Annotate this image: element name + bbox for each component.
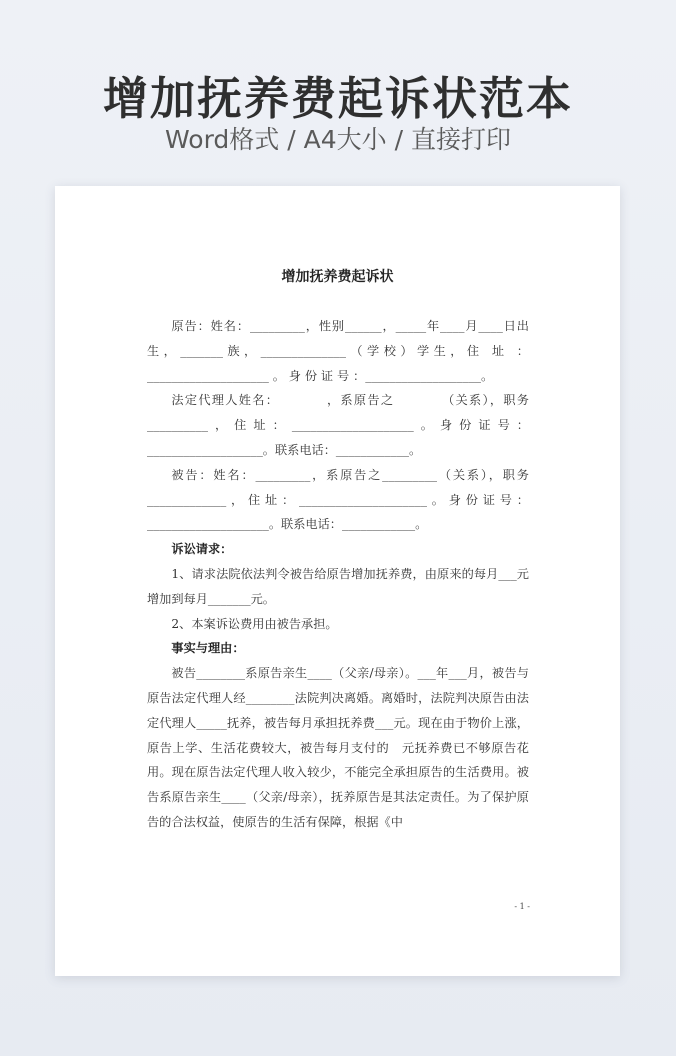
facts-heading: 事实与理由： [171,641,245,656]
claims-heading: 诉讼请求： [171,542,233,557]
defendant-paragraph: 被告：姓名：_________，系原告之_________（关系），职务_____________，住址：_____________________。身份证号：____________________。联系电话：____________。 [147,467,529,532]
page-number: - 1 - [514,902,530,911]
banner-subtitle: Word格式 / A4大小 / 直接打印 [165,125,511,154]
legal-representative-paragraph: 法定代理人姓名： ，系原告之 （关系），职务__________，住址：____________________。身份证号：___________________。联系电话：____________。 [147,393,529,457]
claim-item-2: 2、本案诉讼费用由被告承担。 [171,616,338,631]
document-page [55,186,620,976]
facts-paragraph: 被告________系原告亲生____（父亲/母亲）。___年___月，被告与原告法定代理人经________法院判决离婚。离婚时，法院判决原告由法定代理人_____抚养，被告每月承担抚养费___元。现在由于物价上涨，原告上学、生活花费较大，被告每月支付的 元抚养费已不够原告花用。现在原告法定代理人收入较少，不能完全承担原告的生活费用。被告系原告亲生____（父亲/母亲），抚养原告是其法定责任。为了保护原告的合法权益，使原告的生活有保障，根据《中 [147,666,529,829]
claim-item-1: 1、请求法院依法判令被告给原告增加抚养费，由原来的每月___元增加到每月_______元。 [147,566,529,606]
banner-title: 增加抚养费起诉状范本 [102,72,573,125]
document-title: 增加抚养费起诉状 [281,269,394,285]
plaintiff-paragraph: 原告：姓名：_________，性别______，_____年____月____日出生，_______族，______________（学校）学生，住 址 ： ____________________ 。 身 份 证 号 ：___________________。 [147,319,529,383]
document-body [147,314,529,835]
